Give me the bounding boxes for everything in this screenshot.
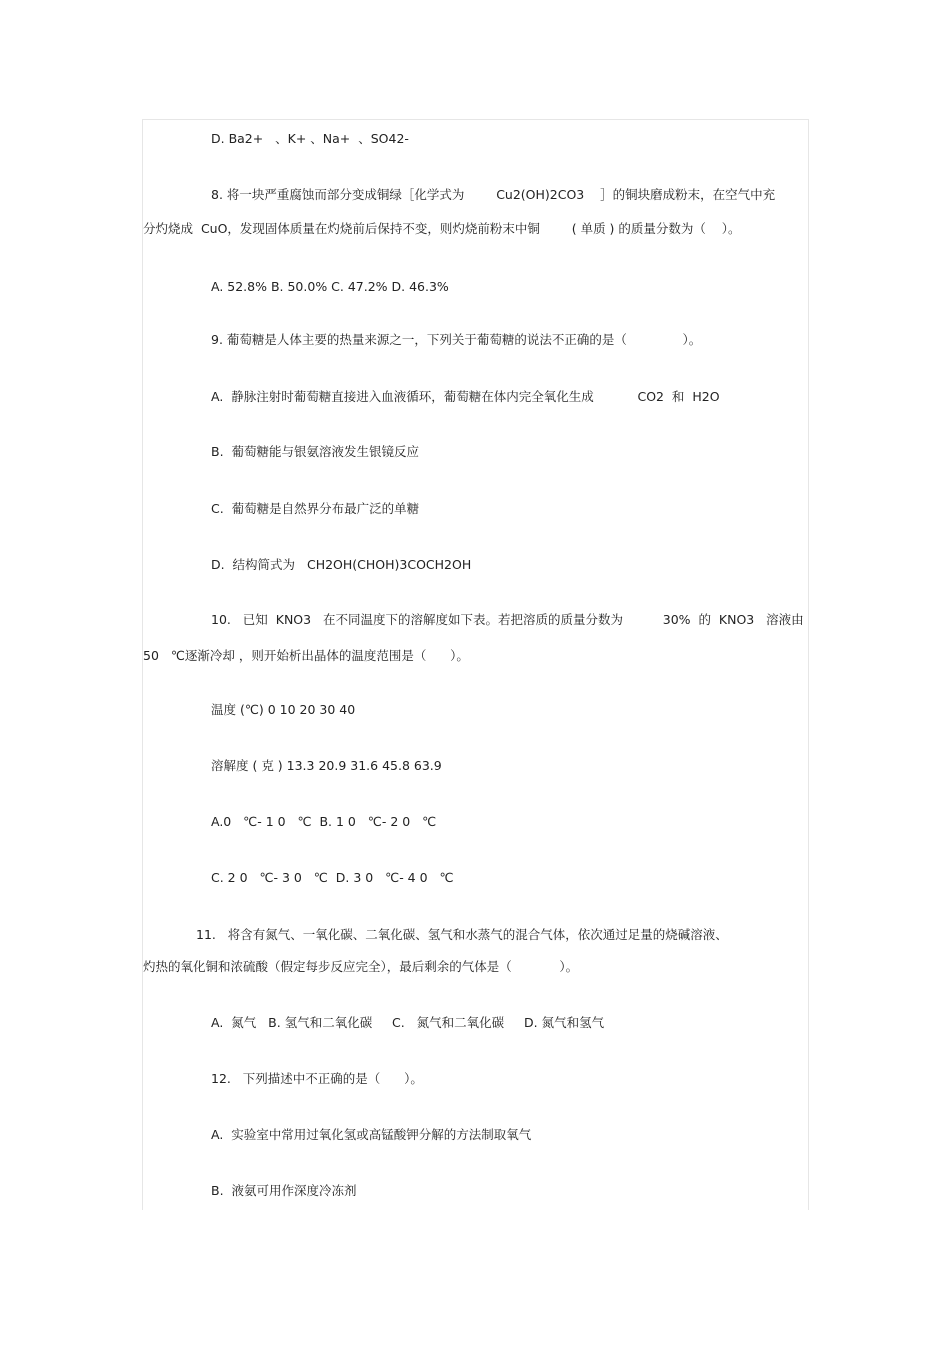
question-9: 9. 葡萄糖是人体主要的热量来源之一，下列关于葡萄糖的说法不正确的是（ ）。 — [211, 332, 702, 347]
option-9c: C. 葡萄糖是自然界分布最广泛的单糖 — [211, 501, 420, 516]
question-8-line-1: 8. 将一块严重腐蚀而部分变成铜绿［化学式为 Cu2(OH)2CO3 ］的铜块磨成粉末，在空气中充 — [211, 187, 776, 202]
option-10cd: C. 2 0 ℃- 3 0 ℃ D. 3 0 ℃- 4 0 ℃ — [211, 870, 454, 885]
option-7d: D. Ba2+ 、K+ 、Na+ 、SO42- — [211, 131, 409, 146]
option-12b: B. 液氨可用作深度冷冻剂 — [211, 1183, 357, 1198]
question-10-line-1: 10. 已知 KNO3 在不同温度下的溶解度如下表。若把溶质的质量分数为 30% 的 KNO3 溶液由 — [211, 612, 804, 627]
table-solubility-row: 溶解度 ( 克 ) 13.3 20.9 31.6 45.8 63.9 — [211, 758, 442, 773]
option-10ab: A.0 ℃- 1 0 ℃ B. 1 0 ℃- 2 0 ℃ — [211, 814, 437, 829]
question-8-options: A. 52.8% B. 50.0% C. 47.2% D. 46.3% — [211, 279, 449, 294]
option-12a: A. 实验室中常用过氧化氢或高锰酸钾分解的方法制取氧气 — [211, 1127, 532, 1142]
question-12: 12. 下列描述中不正确的是（ ）。 — [211, 1071, 423, 1086]
option-9d: D. 结构简式为 CH2OH(CHOH)3COCH2OH — [211, 557, 472, 572]
question-8-line-2: 分灼烧成 CuO，发现固体质量在灼烧前后保持不变，则灼烧前粉末中铜 ( 单质 ) 的质量分数为（ ）。 — [143, 221, 741, 236]
question-11-options: A. 氮气 B. 氢气和二氧化碳 C. 氮气和二氧化碳 D. 氮气和氢气 — [211, 1015, 605, 1030]
table-temperature-row: 温度 (℃) 0 10 20 30 40 — [211, 702, 356, 717]
question-11-line-2: 灼热的氧化铜和浓硫酸（假定每步反应完全），最后剩余的气体是（ ）。 — [143, 959, 579, 974]
option-9a: A. 静脉注射时葡萄糖直接进入血液循环，葡萄糖在体内完全氧化生成 CO2 和 H2O — [211, 389, 720, 404]
question-10-line-2: 50 ℃逐渐冷却 ，则开始析出晶体的温度范围是（ ）。 — [143, 648, 469, 663]
question-11-line-1: 11. 将含有氮气、一氧化碳、二氧化碳、氢气和水蒸气的混合气体，依次通过足量的烧碱溶液、 — [196, 927, 728, 942]
option-9b: B. 葡萄糖能与银氨溶液发生银镜反应 — [211, 444, 419, 459]
